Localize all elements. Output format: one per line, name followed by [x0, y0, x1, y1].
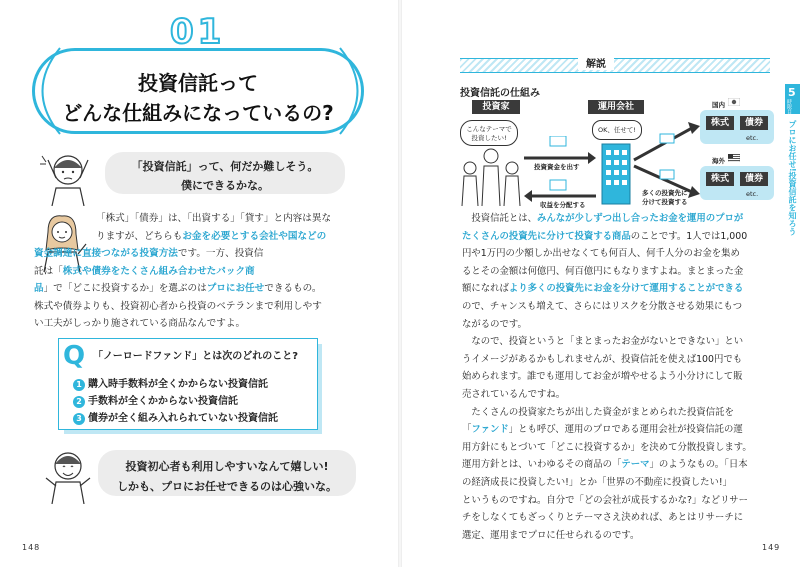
overseas-etc: etc.: [746, 190, 759, 198]
right-page: [400, 0, 800, 567]
paragraph: [462, 404, 778, 545]
investors-icon: [460, 146, 522, 206]
paragraph: [462, 333, 778, 403]
body-text: なので、投資というと「まとまったお金がないとできない」とい: [471, 336, 744, 348]
investor-speech: [460, 120, 518, 146]
overseas-label: 海外: [712, 157, 725, 165]
speech-bubble-happy: [98, 450, 356, 496]
body-text: 始められます。誰でも運用してお金が増やせるよう小分けにして販: [462, 371, 743, 383]
japan-flag-icon: [728, 98, 740, 106]
bubble2-line1: 投資初心者も利用しやすいなんて嬉しい!: [125, 460, 329, 473]
building-icon: [600, 142, 632, 206]
body-text: 運用方針とは、いわゆるその商品の「: [462, 459, 622, 471]
bubble1-line2: 僕にできるかな。: [181, 179, 269, 192]
happy-boy-icon: [40, 448, 96, 504]
chapter-side-text: プロにお任せ!投資信託を知ろう: [788, 120, 797, 236]
domestic-panel: [700, 110, 774, 144]
option-number: 3: [73, 413, 85, 425]
paragraph: [462, 210, 778, 333]
explanation-text: [462, 210, 778, 544]
body-text: 選定、運用までプロに任せられるのです。: [462, 529, 640, 541]
quiz-mark: Q: [63, 341, 86, 371]
quiz-box: [58, 338, 318, 430]
diversify-line2: 分けて投資する: [642, 198, 688, 206]
speech-bubble-worried: [105, 152, 345, 194]
quiz-option-1[interactable]: [73, 375, 268, 391]
title-decoration: [20, 38, 380, 144]
section-label: 解説: [578, 55, 614, 70]
domestic-bond: 債券: [740, 116, 768, 130]
body-text: 額になれば: [462, 283, 509, 295]
body-text: 投資信託とは、: [471, 213, 538, 224]
option-number: 1: [73, 379, 85, 391]
domestic-label: 国内: [712, 101, 725, 109]
highlight-text: たくさんの投資先に分けて投資する商品: [462, 230, 631, 242]
diversify-line1: 多くの投資先に: [642, 189, 688, 197]
intro-line-6: 株式や債券よりも、投資初心者から投資のベテランまで利用しやす: [34, 300, 322, 312]
body-text: うイメージがあるかもしれませんが、投資信託を使えば100円でも: [462, 353, 743, 365]
chapter-number: 5: [788, 86, 796, 99]
quiz-title: 「ノーロードファンド」とは次のどれのこと?: [93, 351, 299, 362]
worried-boy-icon: [38, 148, 98, 206]
body-text: 売されているんですね。: [462, 388, 566, 400]
company-speech-text: OK、任せて!: [598, 126, 636, 134]
diagram: [460, 96, 780, 209]
overseas-panel: [700, 166, 774, 200]
body-text: 円や1万円の少額しか出せなくても何百人、何千人分のお金を集め: [462, 248, 740, 260]
highlight-text: みんなが少しずつ出し合ったお金を運用のプロが: [537, 213, 744, 224]
intro-line-5: 品」で「どこに投資するか」を選ぶのはプロにお任せできるもの。: [34, 283, 322, 294]
body-text: ながるのです。: [462, 318, 527, 330]
investor-label: 投資家: [472, 100, 520, 114]
arrow-profit-label: 収益を分配する: [540, 201, 586, 209]
highlight-text: テーマ: [621, 459, 650, 471]
intro-line-3: 資金調達に直接つながる投資方法です。一方、投資信: [34, 248, 264, 259]
intro-line-1: 「株式」「債券」は、「出資する」「貸す」と内容は異な: [96, 213, 332, 224]
diagram-title: 投資信託の仕組み: [460, 88, 540, 99]
body-text: ので、チャンスも増えて、さらにはリスクを分散させる効果にもつ: [462, 300, 743, 312]
chapter-label: 時限目: [786, 99, 792, 114]
money-arrows: [522, 136, 598, 206]
highlight-text: より多くの投資先にお金を分けて運用することができる: [508, 283, 744, 295]
body-text: 」とも呼び、運用のプロである運用会社が投資信託の運: [508, 424, 743, 436]
highlight-text: ファンド: [471, 424, 509, 436]
body-text: るとその金額は何億円、何百億円にもなりますよね。まとまった金: [462, 265, 744, 277]
company-label: 運用会社: [588, 100, 644, 114]
intro-line-4: 託は「株式や債券をたくさん組み合わせたパック商: [34, 265, 255, 277]
title-line-1: 投資信託って: [138, 71, 258, 95]
page-number-right: 149: [762, 543, 781, 552]
bubble2-line2: しかも、プロにお任せできるのは心強いな。: [117, 480, 337, 493]
domestic-stock: 株式: [706, 116, 734, 130]
page-number-left: 148: [22, 543, 41, 552]
investor-speech-line1: こんなテーマで: [466, 125, 512, 133]
body-text: 」のようなもの。「日本: [649, 459, 748, 471]
section-bar: [460, 58, 770, 73]
intro-line-7: い工夫がしっかり施されている商品なんですよ。: [34, 318, 246, 329]
quiz-option-2[interactable]: [73, 392, 238, 408]
body-text: というものですね。自分で「どの会社が成長するかな?」などリサー: [462, 494, 749, 506]
domestic-etc: etc.: [746, 134, 759, 142]
arrow-invest-label: 投資資金を出す: [534, 163, 580, 171]
title-line-2: どんな仕組みになっているの?: [62, 101, 334, 125]
option-text: 手数料が全くかからない投資信託: [88, 396, 238, 407]
option-text: 債券が全く組み入れられていない投資信託: [88, 413, 278, 424]
body-text: たくさんの投資家たちが出した資金がまとめられた投資信託を: [471, 406, 734, 418]
section-number: 01: [170, 12, 226, 52]
investor-speech-line2: 投資したい!: [471, 134, 507, 142]
intro-line-2: りますが、どちらもお金を必要とする会社や国などの: [96, 230, 327, 242]
body-text: の経済成長に投資したい!」とか「世界の不動産に投資したい!」: [462, 476, 733, 488]
body-text: 「: [462, 424, 472, 436]
body-text: 用方針にもとづいて「どこに投資するか」を決めて分散投資します。: [462, 441, 752, 453]
usa-flag-icon: [728, 154, 740, 162]
overseas-stock: 株式: [706, 172, 734, 186]
option-text: 購入時手数料が全くかからない投資信託: [88, 379, 268, 390]
body-text: チをしなくてもざっくりとテーマさえ決めれば、あとはリサーチに: [462, 512, 744, 524]
intro-paragraph: [34, 210, 384, 333]
bubble1-line1: 「投資信託」って、何だか難しそう。: [131, 160, 319, 173]
body-text: のことです。1人では1,000: [630, 230, 748, 242]
option-number: 2: [73, 396, 85, 408]
quiz-option-3[interactable]: [73, 409, 278, 425]
overseas-bond: 債券: [740, 172, 768, 186]
